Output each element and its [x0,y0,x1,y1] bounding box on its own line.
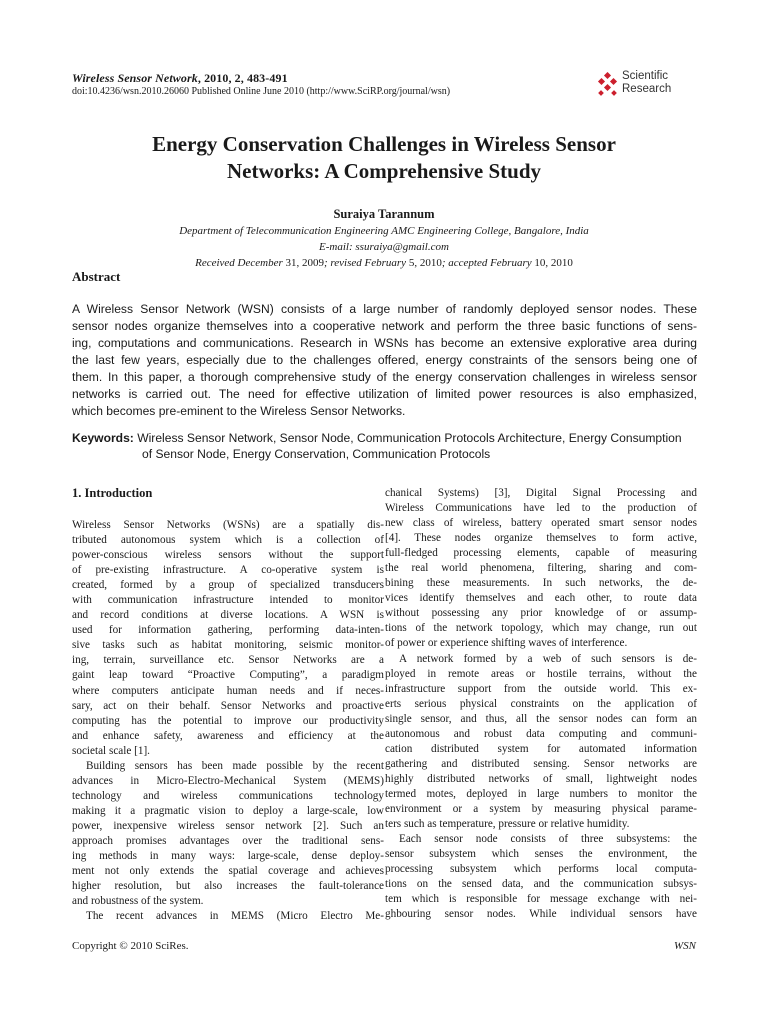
publisher-name-line2: Research [622,83,672,95]
paragraph-line: The recent advances in MEMS (Micro Electro Me- [86,910,384,923]
left-column-text [72,518,384,924]
paragraph-line: power-conscious wireless sensors without the support [72,549,384,562]
paragraph-line: infrastructure support from the outside world. This ex- [385,682,697,695]
paragraph-line: advances in Micro-Electro-Mechanical System (MEMS) [72,774,384,787]
publisher-name [622,70,671,96]
revised-day: 5, 2010 [408,257,442,269]
journal-citation [72,71,288,86]
paragraph-line: full-fledged processing elements, capable of measuring [385,547,697,560]
journal-volume: , 2010, 2, 483-491 [197,71,288,85]
paragraph-line: approach promises advantages over the traditional sens- [72,834,384,847]
paragraph-line: and record conditions at diverse locations. A WSN is [72,609,384,622]
paragraph-line: and enhance safety, awareness and efficiency at the [72,729,384,742]
footer-copyright: Copyright © 2010 SciRes. [72,940,189,952]
paragraph-line: tem which is responsible for message exchange with nei- [385,893,697,906]
paragraph-line: Wireless Communications have led to the production of [385,502,697,515]
paragraph-line: and robustness of the system. [72,895,204,908]
paragraph-line: vices identify themselves and each other, to route data [385,592,697,605]
scirp-logo-icon [596,72,620,98]
paragraph-line: processing subsystem which performs local computa- [385,863,697,876]
abstract-line: sensor nodes organize themselves into a cooperative network and perform the three basic functions of sens- [72,319,697,333]
paragraph-line: ment not only extends the spatial coverage and achieves [72,865,384,878]
accepted-label: ; accepted February [441,257,535,269]
paragraph-line: created, formed by a group of specialized transducers [72,579,384,592]
paragraph-line: tions of the network topology, which may change, run out [385,622,697,635]
keywords-text-1: Wireless Sensor Network, Sensor Node, Communication Protocols Architecture, Energy Consumption [133,431,682,445]
paragraph-line: higher resolution, but also increases the fault-tolerance [72,880,384,893]
paragraph-line: ing, terrain, surveillance etc. Sensor Networks are a [72,654,384,667]
paragraph-line: A network formed by a web of such sensors is de- [399,652,697,665]
paragraph-line: ing methods in many ways: large-scale, dense deploy- [72,850,384,863]
paragraph-line: of pre-existing infrastructure. A co-operative system is [72,564,384,577]
keywords-block [72,430,702,462]
affiliation: Department of Telecommunication Engineering AMC Engineering College, Bangalore, India [179,225,589,237]
paragraph-line: [4]. These nodes organize themselves to form active, [385,532,697,545]
paragraph-line: bining these measurements. In such networks, the de- [385,577,697,590]
abstract-line: ing, computations and communications. Research in WSNs has become an extensive explorative area during [72,336,697,350]
paragraph-line: ghbouring sensor nodes. While individual sensors have [385,908,697,921]
paragraph-line: used for information gathering, performing data-inten- [72,624,384,637]
paragraph-line: termed motes, deployed in large numbers to monitor the [385,787,697,800]
paragraph-line: without possessing any prior knowledge of or assump- [385,607,697,620]
author-email: E-mail: ssuraiya@gmail.com [319,241,449,253]
title-line-1: Energy Conservation Challenges in Wireless Sensor [152,132,616,156]
paragraph-line: Each sensor node consists of three subsystems: the [399,833,697,846]
footer-journal: WSN [674,940,696,952]
received-label: Received December [195,257,286,269]
paragraph-line: societal scale [1]. [72,744,150,757]
paragraph-line: single sensor, and thus, all the sensor nodes can form an [385,712,697,725]
paragraph-line: gathering and distributed sensing. Sensor networks are [385,757,697,770]
abstract-line: the last few years, especially due to the challenges offered, energy constraints of the sensors being one of [72,353,697,367]
publisher-name-line1: Scientific [622,70,669,82]
paragraph-line: power, inexpensive wireless sensor network [2]. Such an [72,819,384,832]
paragraph-line: chanical Systems) [3], Digital Signal Processing and [385,487,697,499]
abstract-line: A Wireless Sensor Network (WSN) consists of a large number of randomly deployed sensor nodes. These [72,302,697,316]
paragraph-line: of power or experience shifting waves of interference. [385,637,628,650]
paragraph-line: the real world phenomena, filtering, sharing and com- [385,562,697,575]
publisher-logo [596,70,706,100]
paragraph-line: autonomous and robust data computing and communi- [385,727,697,740]
paragraph-line: where computers anticipate human needs and if neces- [72,684,384,697]
paragraph-line: sary, act on their behalf. Sensor Networks and proactive [72,699,384,712]
received-day: 31, 2009 [285,257,324,269]
author-name: Suraiya Tarannum [333,207,435,221]
abstract-line: networks is carried out. The need for effective utilization of limited power resources is also emphasized, [72,387,697,401]
paragraph-line: highly distributed networks of small, lightweight nodes [385,772,697,785]
paragraph-line: with communication infrastructure intended to monitor [72,594,384,607]
paragraph-line: environment or a system by measuring physical parame- [385,802,697,815]
abstract-body [72,301,697,420]
paragraph-line: Building sensors has been made possible by the recent [86,759,384,772]
paragraph-line: making it a pragmatic vision to deploy a large-scale, low [72,804,384,817]
paragraph-line: ployed in remote areas or hostile terrains, without the [385,667,697,680]
paragraph-line: new class of wireless, battery operated smart sensor nodes [385,517,697,530]
paragraph-line: technology and wireless communications technology [72,789,384,802]
right-column-text [385,486,697,922]
paragraph-line: gaint leap toward “Proactive Computing”, a paradigm [72,669,384,682]
paragraph-line: cation distributed system for automated information [385,742,697,755]
paragraph-line: erts serious physical constraints on the application of [385,697,697,710]
abstract-heading: Abstract [72,269,121,284]
paragraph-line: computing has the potential to improve our productivity [72,714,384,727]
paper-title [60,131,708,185]
author-affiliation-block [0,223,768,271]
abstract-line: which becomes pre-eminent to the Wireless Sensor Networks. [72,404,406,418]
journal-name: Wireless Sensor Network [72,71,198,85]
paragraph-line: sensor subsystem which senses the environment, the [385,848,697,861]
paragraph-line: Wireless Sensor Networks (WSNs) are a spatially dis- [72,519,384,531]
paragraph-line: tions on the sensed data, and the communication subsys- [385,878,697,891]
abstract-line: them. In this paper, a thorough comprehensive study of the energy conservation challenges in wireless sensor [72,370,697,384]
keywords-line-1 [72,430,702,446]
keywords-line-2: of Sensor Node, Energy Conservation, Communication Protocols [142,447,491,461]
section-heading-introduction: 1. Introduction [72,486,153,500]
doi-line: doi:10.4236/wsn.2010.26060 Published Online June 2010 (http://www.SciRP.org/journal/wsn) [72,86,451,97]
paragraph-line: tributed autonomous system which is a collection of [72,534,384,547]
paragraph-line: sive tasks such as habitat monitoring, seismic monitor- [72,639,384,652]
keywords-label: Keywords: [72,431,134,445]
revised-label: ; revised February [324,257,409,269]
paragraph-line: ters such as temperature, pressure or relative humidity. [385,818,630,831]
title-line-2: Networks: A Comprehensive Study [226,159,542,183]
accepted-day: 10, 2010 [534,257,573,269]
